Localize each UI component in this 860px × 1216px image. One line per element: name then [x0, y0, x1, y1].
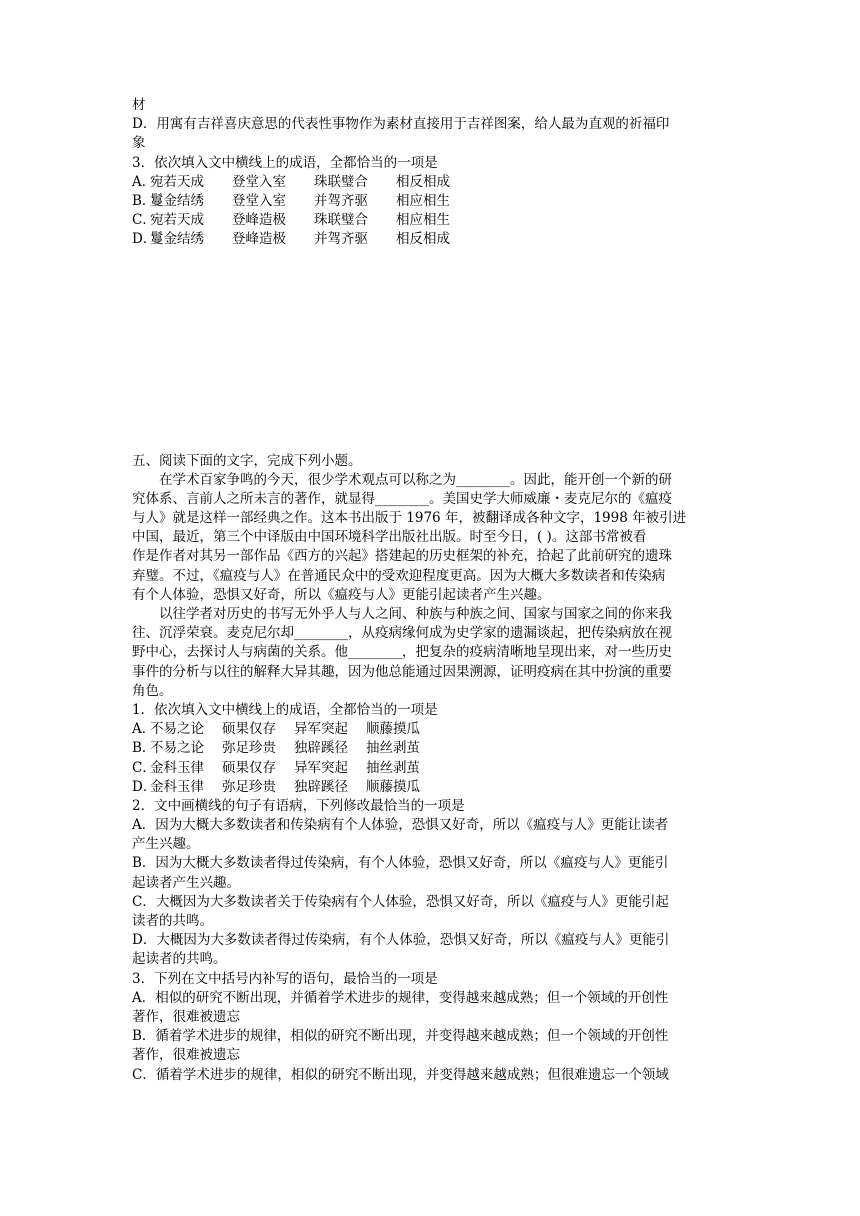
- option-word: 登堂入室: [232, 173, 286, 190]
- option-word: 宛若天成: [150, 212, 204, 229]
- option-label: C．: [132, 759, 156, 776]
- passage-line: 野中心，去探讨人与病菌的关系。他________，把复杂的疫病清晰地呈现出来，对一些历史: [132, 644, 672, 661]
- q2-option-line: 读者的共鸣。: [132, 913, 213, 929]
- q3-option-line: B．循着学术进步的规律，相似的研究不断出现，并变得越来越成熟；但一个领域的开创性: [132, 1028, 669, 1045]
- option-word: 相应相生: [396, 212, 450, 229]
- option-word: 不易之论: [150, 740, 204, 757]
- passage-line: 中国，最近，第三个中译版由中国环境科学出版社出版。时至今日，( )。这部书常被看: [132, 529, 647, 546]
- q2-option-line: A．因为大概大多数读者和传染病有个人体验，恐惧又好奇，所以《瘟疫与人》更能让读者: [132, 817, 669, 834]
- option-a: [132, 173, 732, 192]
- option-d-text: D．用寓有吉祥喜庆意思的代表性事物作为素材直接用于吉祥图案，给人最为直观的祈福印: [132, 116, 670, 133]
- q2-option-line: C．大概因为大多数读者关于传染病有个人体验，恐惧又好奇，所以《瘟疫与人》更能引起: [132, 893, 669, 910]
- q1-option-d: [132, 778, 732, 797]
- q3-option-line: A．相似的研究不断出现，并循着学术进步的规律，变得越来越成熟；但一个领域的开创性: [132, 989, 669, 1006]
- option-word: 登峰造极: [232, 212, 286, 229]
- passage-line: 作是作者对其另一部作品《西方的兴起》搭建起的历史框架的补充，拾起了此前研究的遗珠: [132, 548, 672, 565]
- option-word: 抽丝剥茧: [366, 759, 420, 776]
- option-word: 独辟蹊径: [294, 740, 348, 757]
- passage-line: 究体系、言前人之所未言的著作，就显得________。美国史学大师威廉・麦克尼尔的《瘟疫: [132, 490, 672, 507]
- option-word: 弥足珍贵: [222, 740, 276, 757]
- option-word: 独辟蹊径: [294, 778, 348, 795]
- option-label: A．: [132, 173, 156, 190]
- option-word: 硕果仅存: [222, 721, 276, 738]
- passage-line: 以往学者对历史的书写无外乎人与人之间、种族与种族之间、国家与国家之间的你来我: [159, 606, 672, 622]
- option-word: 登峰造极: [232, 231, 286, 248]
- option-word: 异军突起: [294, 721, 348, 738]
- passage-line: 有个人体验，恐惧又好奇，所以《瘟疫与人》更能引起读者产生兴趣。: [132, 586, 551, 603]
- option-word: 金科玉律: [150, 778, 204, 795]
- option-c: [132, 211, 732, 230]
- blank-space: [132, 250, 732, 452]
- question-2-stem: 2．文中画横线的句子有语病，下列修改最恰当的一项是: [132, 797, 465, 814]
- option-label: B．: [132, 192, 156, 209]
- q2-option-line: B．因为大概大多数读者得过传染病，有个人体验，恐惧又好奇，所以《瘟疫与人》更能引: [132, 855, 669, 872]
- option-word: 顺藤摸瓜: [366, 721, 420, 738]
- q1-option-a: [132, 720, 732, 739]
- q2-option-line: 起读者产生兴趣。: [132, 874, 240, 891]
- passage-line: 角色。: [132, 682, 173, 699]
- section-heading: 五、阅读下面的文字，完成下列小题。: [132, 452, 362, 469]
- option-word: 金科玉律: [150, 759, 204, 776]
- option-word: 珠联璧合: [314, 173, 368, 190]
- option-word: 并驾齐驱: [314, 192, 368, 209]
- option-word: 相反相成: [396, 173, 450, 190]
- option-d: [132, 230, 732, 249]
- q1-option-c: [132, 759, 732, 778]
- option-label: B．: [132, 740, 156, 757]
- passage-line: 往、沉浮荣衰。麦克尼尔却________，从疫病缘何成为史学家的遗漏谈起，把传染病放在视: [132, 625, 672, 642]
- q3-option-line: C．循着学术进步的规律，相似的研究不断出现，并变得越来越成熟；但很难遗忘一个领域: [132, 1066, 669, 1083]
- option-label: D．: [132, 778, 157, 795]
- option-word: 异军突起: [294, 759, 348, 776]
- passage-line: 在学术百家争鸣的今天，很少学术观点可以称之为________。因此，能开创一个新的研: [159, 471, 672, 488]
- option-label: A．: [132, 721, 156, 738]
- q2-option-line: 产生兴趣。: [132, 836, 200, 853]
- q1-option-b: [132, 739, 732, 758]
- option-label: C．: [132, 212, 156, 229]
- option-word: 硕果仅存: [222, 759, 276, 776]
- option-word: 登堂入室: [232, 192, 286, 209]
- option-word: 鬘金结绣: [150, 231, 204, 248]
- option-word: 抽丝剥茧: [366, 740, 420, 757]
- q3-option-line: 著作，很难被遗忘: [132, 1047, 240, 1064]
- q2-option-line: 起读者的共鸣。: [132, 951, 227, 968]
- question-3-stem: 3．下列在文中括号内补写的语句，最恰当的一项是: [132, 970, 438, 987]
- q3-option-line: 著作，很难被遗忘: [132, 1008, 240, 1025]
- option-word: 鬘金结绣: [150, 192, 204, 209]
- option-word: 弥足珍贵: [222, 778, 276, 795]
- q2-option-line: D．大概因为大多数读者得过传染病，有个人体验，恐惧又好奇，所以《瘟疫与人》更能引: [132, 932, 670, 949]
- document-page: [132, 96, 732, 1085]
- option-word: 珠联璧合: [314, 212, 368, 229]
- option-word: 相反相成: [396, 231, 450, 248]
- passage-line: 事件的分析与以往的解释大异其趣，因为他总能通过因果溯源，证明疫病在其中扮演的重要: [132, 663, 672, 680]
- option-label: D．: [132, 231, 157, 248]
- option-word: 相应相生: [396, 192, 450, 209]
- question-1-stem: 1．依次填入文中横线上的成语，全都恰当的一项是: [132, 701, 438, 718]
- option-word: 并驾齐驱: [314, 231, 368, 248]
- option-d-text-cont: 象: [132, 135, 146, 152]
- text-line: 材: [132, 97, 146, 113]
- option-word: 宛若天成: [150, 173, 204, 190]
- option-b: [132, 192, 732, 211]
- option-word: 顺藤摸瓜: [366, 778, 420, 795]
- passage-line: 与人》就是这样一部经典之作。这本书出版于 1976 年，被翻译成各种文字，1998 年被引进: [132, 510, 687, 527]
- option-word: 不易之论: [150, 721, 204, 738]
- passage-line: 弃璧。不过，《瘟疫与人》在普通民众中的受欢迎程度更高。因为大概大多数读者和传染病: [132, 567, 666, 584]
- question-3-stem: 3．依次填入文中横线上的成语，全都恰当的一项是: [132, 154, 438, 171]
